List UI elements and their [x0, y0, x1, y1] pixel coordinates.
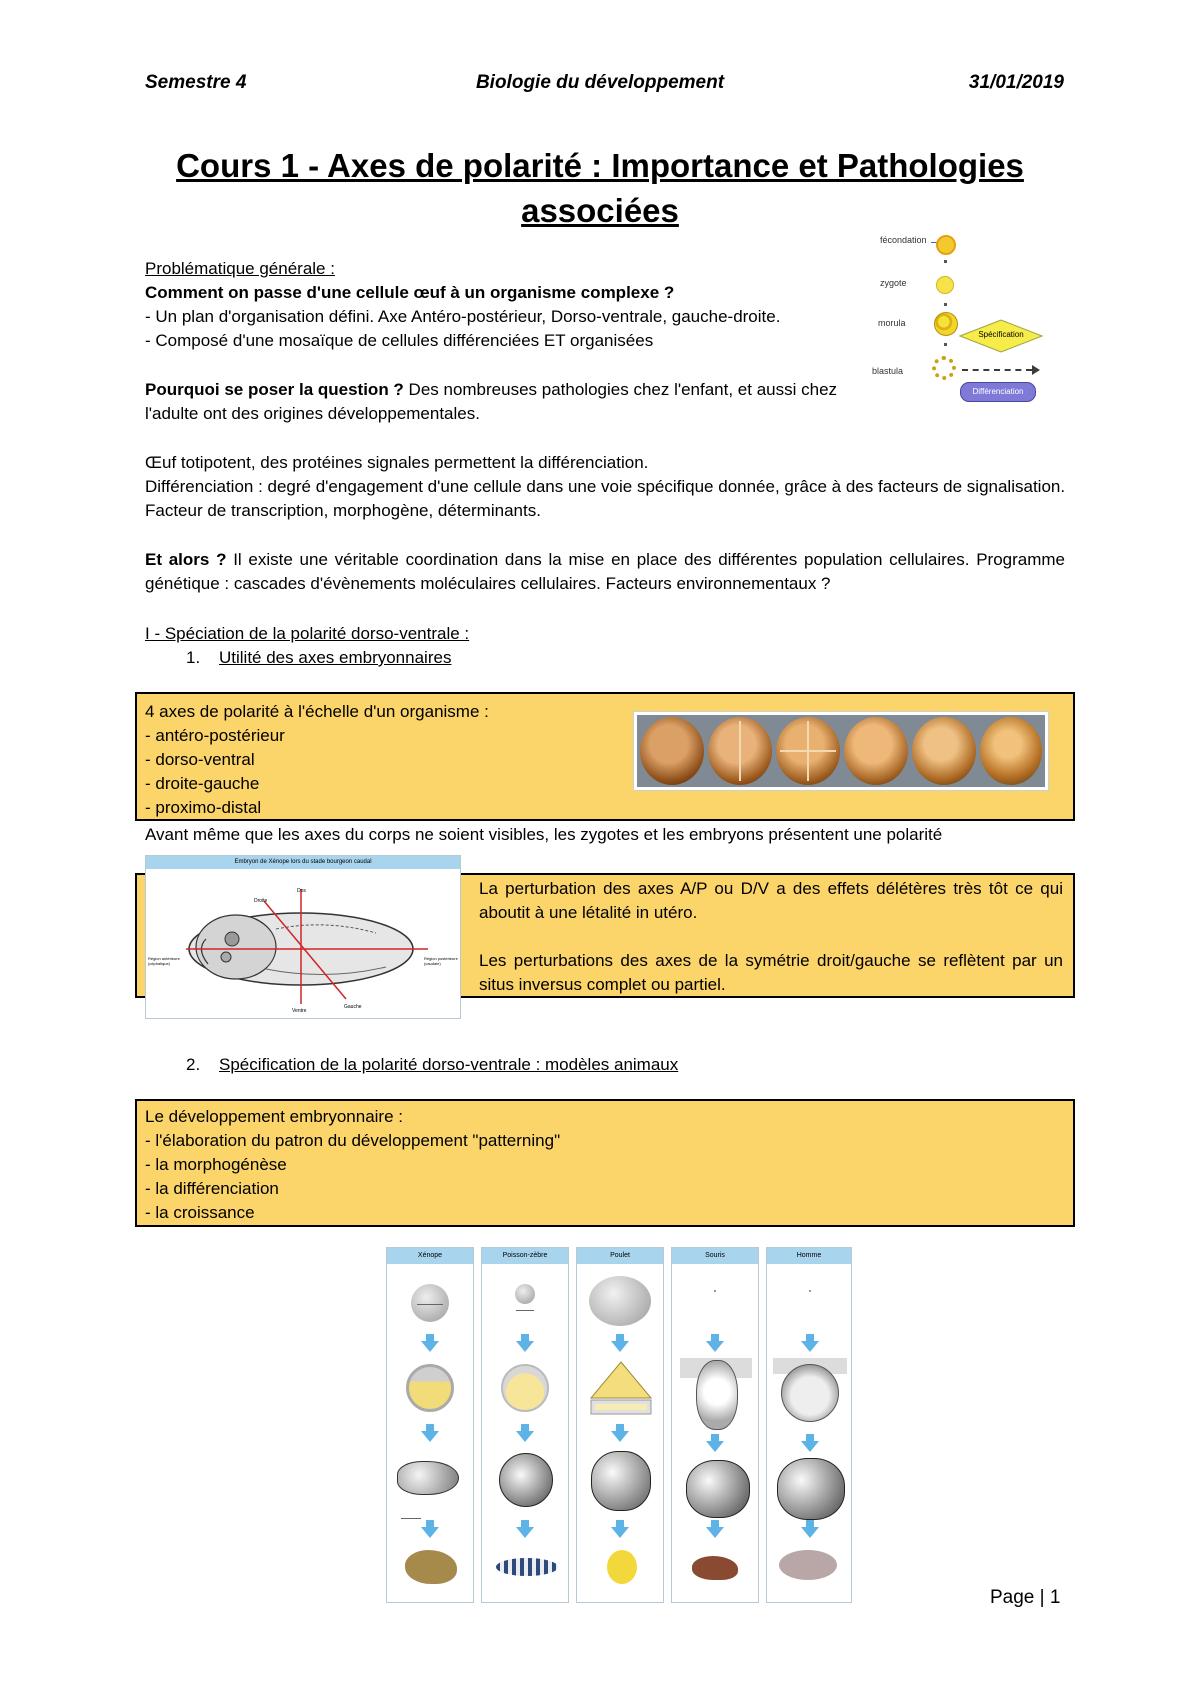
xenope-egg	[411, 1284, 449, 1322]
axis-item: - droite-gauche	[145, 774, 260, 793]
label-anterior: Région antérieure (céphalique)	[148, 956, 180, 966]
dashed-arrow	[962, 369, 1032, 371]
label-zygote: zygote	[880, 278, 907, 288]
why-rest: Des nombreuses pathologies chez l'enfant, et aussi chez	[403, 380, 838, 399]
chick-icon	[607, 1550, 637, 1584]
mouse-icon	[692, 1556, 738, 1580]
header-course: Biologie du développement	[475, 72, 725, 93]
cleavage-photo-strip	[633, 711, 1049, 791]
zebrafish-egg	[515, 1284, 535, 1304]
blastula-icon	[932, 356, 956, 380]
development-stages-figure	[858, 230, 1048, 408]
embryo-1-cell-image	[640, 717, 704, 785]
header-semester: Semestre 4	[145, 72, 247, 93]
baby-icon	[779, 1550, 837, 1580]
embryo-morula-image	[912, 717, 976, 785]
mouse-embryo-early	[696, 1360, 738, 1430]
down-arrow-icon	[611, 1431, 629, 1442]
why-line-2: l'adulte ont des origines développementales.	[145, 404, 480, 423]
main-question: Comment on passe d'une cellule œuf à un organisme complexe ?	[145, 283, 675, 302]
down-arrow-icon	[421, 1527, 439, 1538]
axes-box	[135, 692, 1075, 821]
chicken-egg	[589, 1276, 651, 1326]
model-column-xenope	[386, 1247, 474, 1603]
axis-item: - antéro-postérieur	[145, 726, 285, 745]
mouse-egg	[714, 1290, 716, 1292]
development-item: - la différenciation	[145, 1179, 279, 1198]
embryo-8-cell-image	[844, 717, 908, 785]
subsection-1-number: 1.	[186, 648, 201, 667]
development-item: - la morphogénèse	[145, 1155, 287, 1174]
mouse-embryo	[686, 1460, 750, 1518]
egg-line-3: Facteur de transcription, morphogène, déterminants.	[145, 501, 541, 520]
zebrafish-icon	[496, 1558, 558, 1576]
down-arrow-icon	[421, 1341, 439, 1352]
axis-item: - proximo-distal	[145, 798, 262, 817]
page-number: Page | 1	[990, 1587, 1061, 1608]
specification-label: Spécification	[978, 330, 1024, 339]
why-bold: Pourquoi se poser la question ?	[145, 380, 404, 399]
zygote-icon	[936, 276, 954, 294]
subsection-2-number: 2.	[186, 1055, 201, 1074]
animal-models-figure	[386, 1247, 852, 1603]
page-title-line1: Cours 1 - Axes de polarité : Importance et Pathologies	[176, 147, 1024, 184]
problem-label: Problématique générale :	[145, 259, 335, 278]
xenope-embryo	[397, 1461, 459, 1495]
subsection-2-title: Spécification de la polarité dorso-ventrale : modèles animaux	[219, 1055, 679, 1074]
axis-item: - dorso-ventral	[145, 750, 255, 769]
morula-icon	[934, 312, 958, 336]
column-header: Poisson-zèbre	[482, 1248, 568, 1264]
zebrafish-blastula	[501, 1364, 549, 1412]
human-embryo	[777, 1458, 845, 1520]
xenopus-embryo-figure	[145, 855, 461, 1019]
egg-line-1: Œuf totipotent, des protéines signales permettent la différenciation.	[145, 453, 649, 472]
zebrafish-embryo	[499, 1453, 553, 1507]
down-arrow-icon	[801, 1341, 819, 1352]
intro-bullet-1: - Un plan d'organisation défini. Axe Antéro-postérieur, Dorso-ventrale, gauche-droite.	[145, 307, 781, 326]
page-title-line2: associées	[521, 192, 679, 229]
xenope-blastula	[406, 1364, 454, 1412]
xenopus-figure-caption: Embryon de Xénope lors du stade bourgeon caudal	[146, 856, 460, 869]
et-alors-rest: Il existe une véritable coordination dans la mise en place des différentes population cellulaires. Programme génétique : cascades d'évènements moléculaires cellulaires. Facteurs environnementaux ?	[145, 550, 1066, 593]
label-blastula: blastula	[872, 366, 904, 376]
intro-bullet-2: - Composé d'une mosaïque de cellules différenciées ET organisées	[145, 331, 654, 350]
chicken-embryo	[591, 1451, 651, 1511]
down-arrow-icon	[516, 1527, 534, 1538]
development-box	[135, 1099, 1075, 1227]
label-gauche: Gauche	[344, 1004, 362, 1010]
label-posterior: Région postérieure (caudale)	[424, 956, 458, 966]
down-arrow-icon	[706, 1341, 724, 1352]
axes-box-title: 4 axes de polarité à l'échelle d'un organisme :	[145, 702, 489, 721]
differenciation-pill: Différenciation	[960, 382, 1036, 402]
egg-icon	[936, 235, 956, 255]
label-ventre: Ventre	[292, 1008, 307, 1014]
et-alors-paragraph	[145, 548, 1065, 596]
model-column-poisson-zebre	[481, 1247, 569, 1603]
human-egg	[809, 1290, 811, 1292]
down-arrow-icon	[801, 1527, 819, 1538]
column-header: Souris	[672, 1248, 758, 1264]
page-title	[140, 143, 1060, 233]
perturbation-ap-dv: La perturbation des axes A/P ou D/V a des effets délétères très tôt ce qui aboutit à une létalité in utéro.	[479, 879, 1063, 922]
frog-icon	[405, 1550, 457, 1584]
label-dos: Dos	[297, 888, 306, 894]
section-1-heading	[145, 622, 469, 646]
down-arrow-icon	[611, 1527, 629, 1538]
down-arrow-icon	[706, 1441, 724, 1452]
model-column-souris	[671, 1247, 759, 1603]
column-header: Homme	[767, 1248, 851, 1264]
model-column-homme	[766, 1247, 852, 1603]
column-header: Xénope	[387, 1248, 473, 1264]
human-embryo-early	[781, 1364, 839, 1422]
polarity-sentence: Avant même que les axes du corps ne soient visibles, les zygotes et les embryons présentent une polarité	[145, 825, 943, 844]
down-arrow-icon	[421, 1431, 439, 1442]
label-morula: morula	[878, 318, 906, 328]
down-arrow-icon	[611, 1341, 629, 1352]
down-arrow-icon	[516, 1341, 534, 1352]
model-column-poulet	[576, 1247, 664, 1603]
down-arrow-icon	[516, 1431, 534, 1442]
arrow-head-icon	[1032, 365, 1040, 375]
development-item: - la croissance	[145, 1203, 255, 1222]
perturbation-lr: Les perturbations des axes de la symétrie droit/gauche se reflètent par un situs inversus complet ou partiel.	[479, 951, 1063, 994]
et-alors-bold: Et alors ?	[145, 550, 227, 569]
embryo-blastula-image	[980, 717, 1042, 785]
down-arrow-icon	[706, 1527, 724, 1538]
chicken-blastoderm	[589, 1358, 653, 1420]
label-droite: Droite	[254, 898, 268, 904]
column-header: Poulet	[577, 1248, 663, 1264]
development-item: - l'élaboration du patron du développement "patterning"	[145, 1131, 561, 1150]
section-1-heading-text: I - Spéciation de la polarité dorso-ventrale :	[145, 624, 470, 643]
egg-line-2: Différenciation : degré d'engagement d'une cellule dans une voie spécifique donnée, grâce à des facteurs de signalisation.	[145, 477, 1066, 496]
down-arrow-icon	[801, 1441, 819, 1452]
label-fecondation: fécondation	[880, 235, 927, 245]
development-box-title: Le développement embryonnaire :	[145, 1107, 403, 1126]
subsection-1-title: Utilité des axes embryonnaires	[219, 648, 452, 667]
why-line-1	[145, 378, 837, 402]
header-date: 31/01/2019	[968, 72, 1064, 93]
